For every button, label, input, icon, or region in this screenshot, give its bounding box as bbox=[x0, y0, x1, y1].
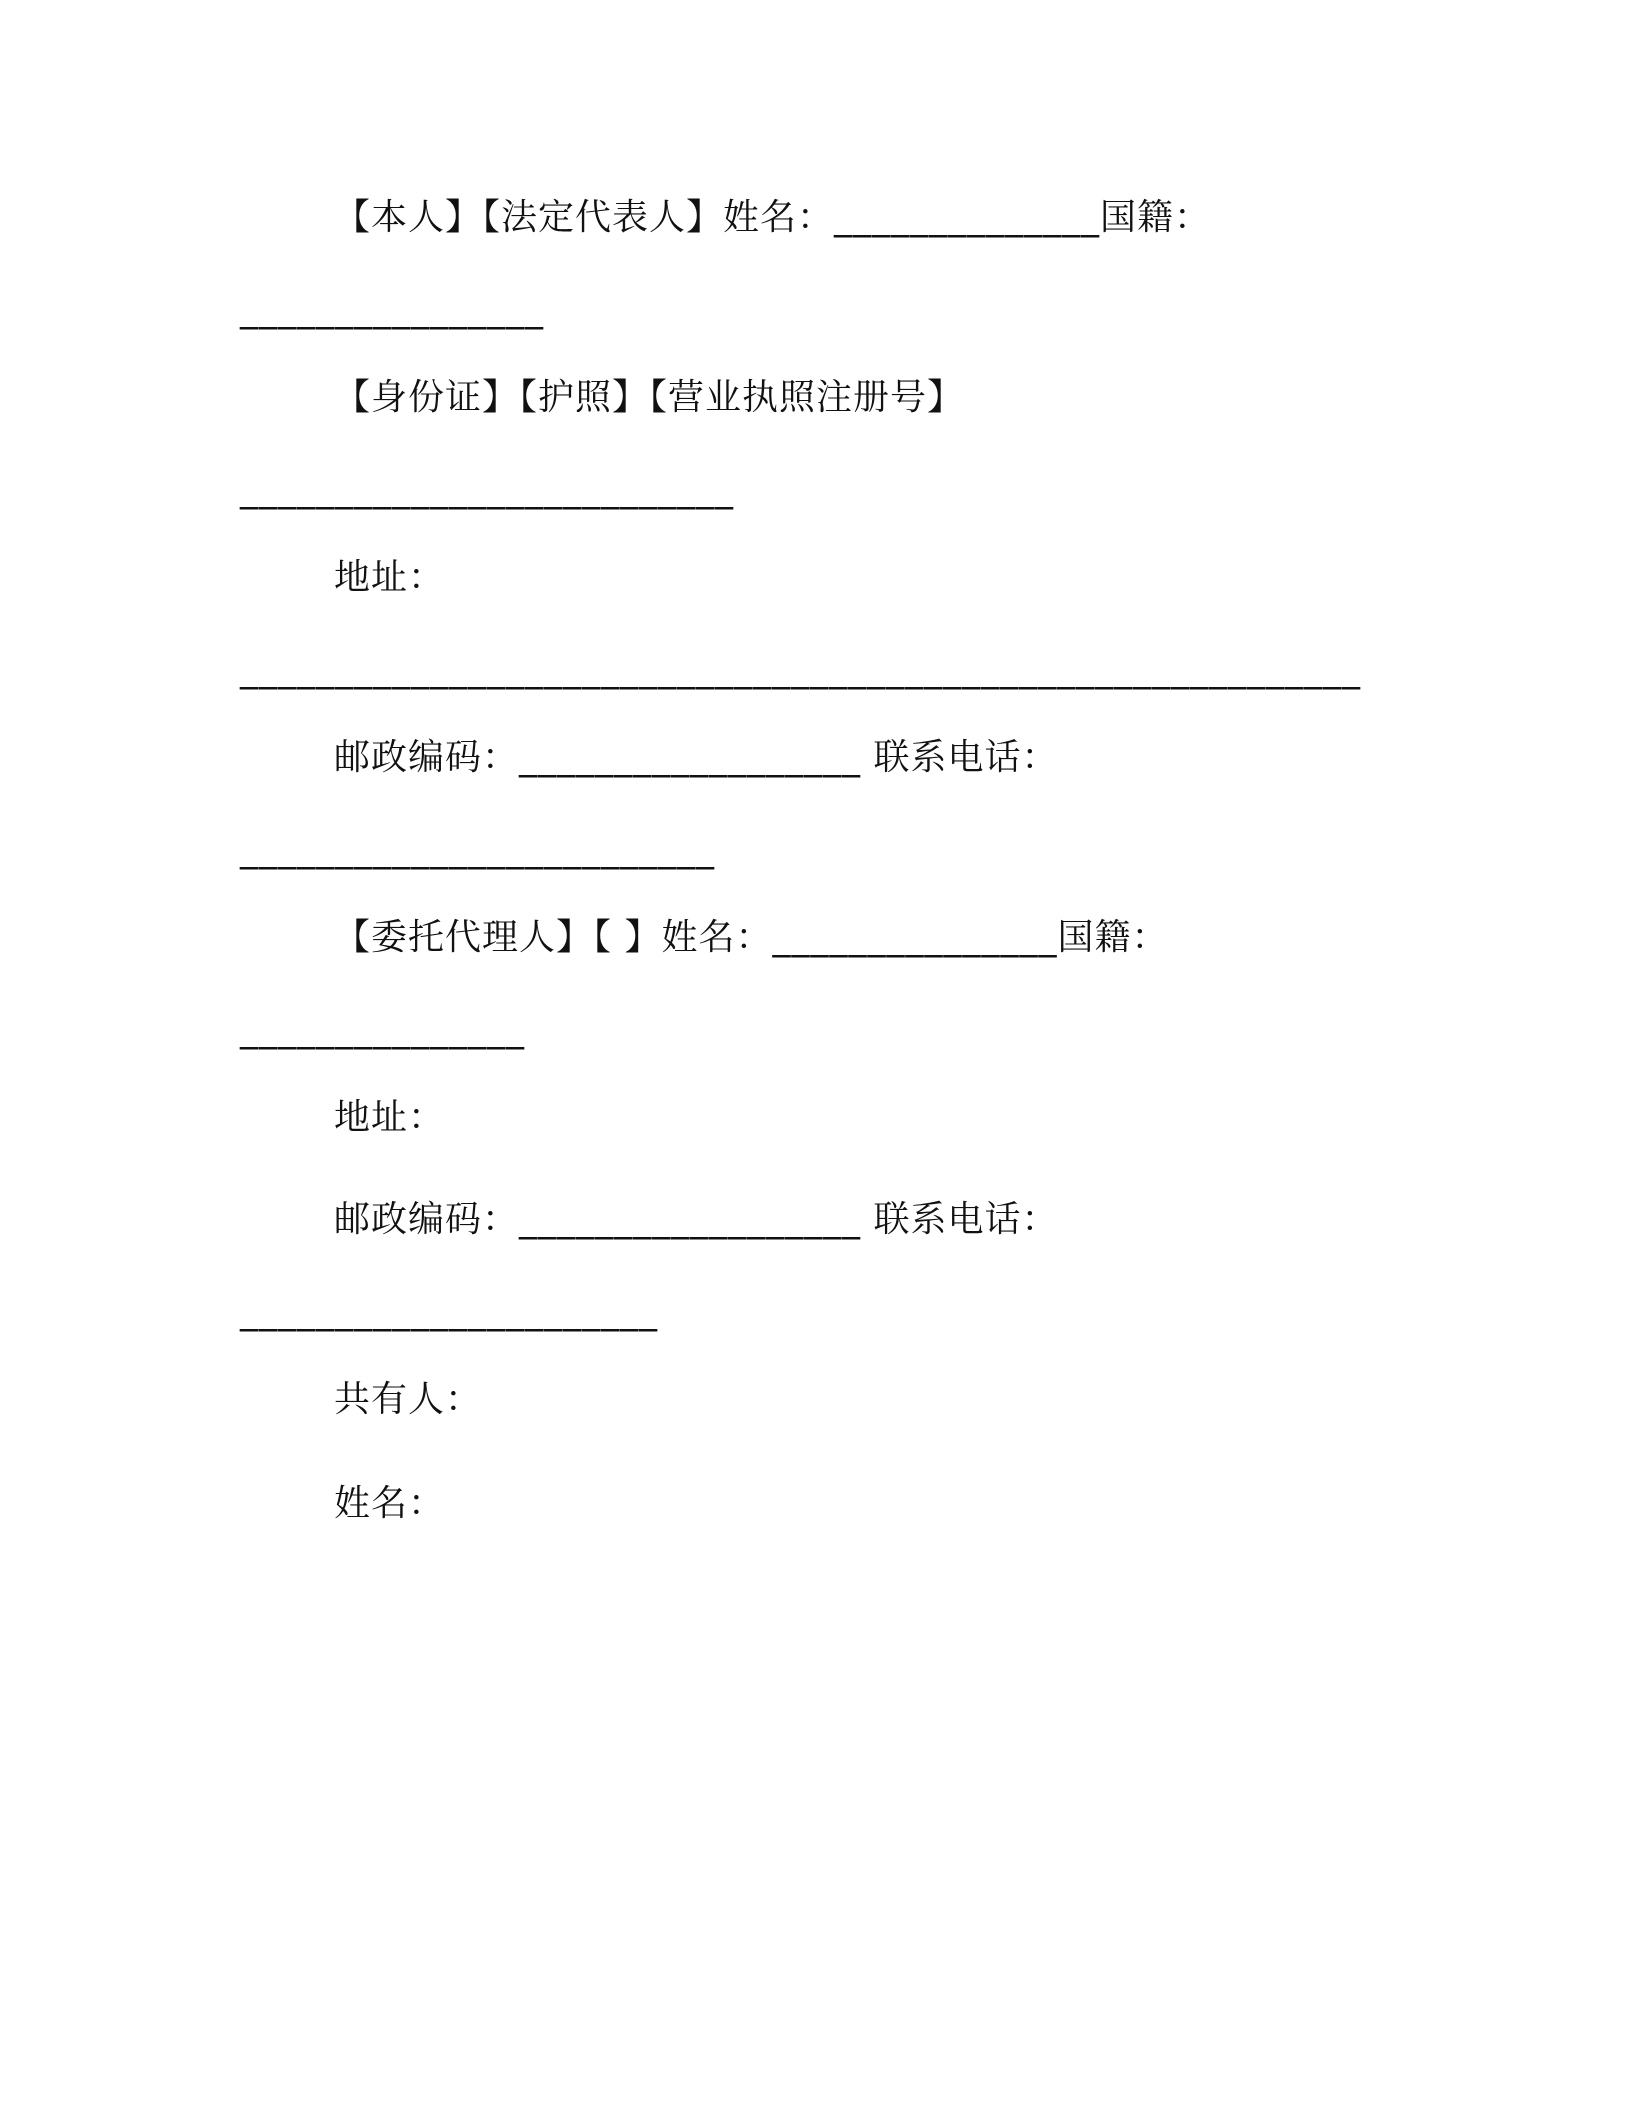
agent-address-label: 地址： bbox=[334, 1097, 446, 1138]
co-owner-name-label: 姓名： bbox=[334, 1483, 446, 1524]
id-document-type-line: 【身份证】【护照】【营业执照注册号】 bbox=[334, 377, 965, 418]
principal-postcode-phone-line: 邮政编码：__________________ 联系电话： bbox=[334, 737, 1059, 778]
co-owner-label: 共有人： bbox=[334, 1379, 483, 1420]
principal-address-label: 地址： bbox=[334, 557, 446, 598]
agent-postcode-phone-line: 邮政编码：__________________ 联系电话： bbox=[334, 1199, 1059, 1240]
agent-name-nationality-line: 【委托代理人】【 】姓名：_______________国籍： bbox=[334, 917, 1169, 958]
id-number-blank: __________________________ bbox=[240, 469, 734, 510]
agent-phone-blank: ______________________ bbox=[240, 1291, 658, 1332]
address-blank: ___________________________________________________________ bbox=[240, 649, 1361, 690]
nationality-blank: ________________ bbox=[240, 289, 544, 330]
agent-nationality-blank: _______________ bbox=[240, 1009, 525, 1050]
phone-blank: _________________________ bbox=[240, 829, 715, 870]
principal-name-nationality-line: 【本人】【法定代表人】姓名：______________国籍： bbox=[334, 197, 1212, 238]
